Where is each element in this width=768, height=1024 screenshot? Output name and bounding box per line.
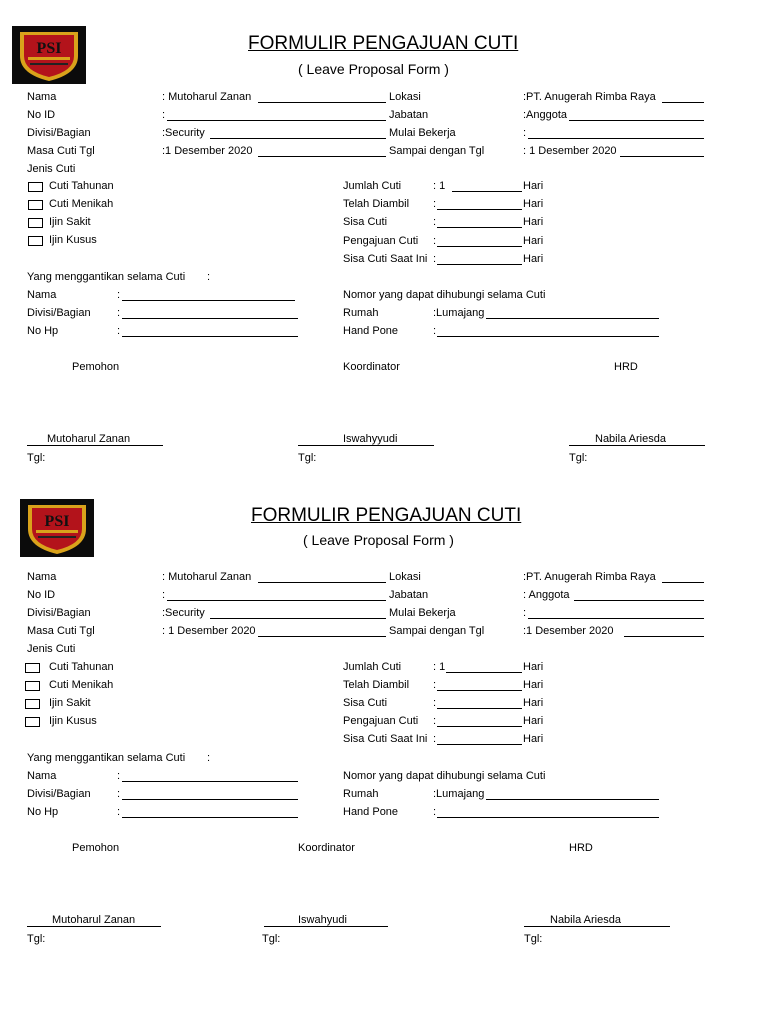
sisa-cuti-value: : [433, 216, 437, 228]
lokasi-label: Lokasi [389, 91, 421, 103]
replacement-divisi-label: Divisi/Bagian [27, 307, 91, 319]
rumah-line [486, 318, 659, 319]
telah-diambil-unit: Hari [523, 198, 544, 210]
jenis-cuti-label: Jenis Cuti [27, 643, 76, 655]
divisi-value: :Security [162, 607, 205, 619]
role-pemohon: Pemohon [72, 361, 120, 373]
handpone-label: Hand Pone [343, 806, 399, 818]
form-subtitle: ( Leave Proposal Form ) [298, 61, 449, 77]
cuti-menikah-label: Cuti Menikah [49, 198, 114, 210]
role-pemohon: Pemohon [72, 842, 120, 854]
lokasi-value: :PT. Anugerah Rimba Raya [523, 91, 656, 103]
pengajuan-cuti-line [437, 726, 522, 727]
tgl-koordinator: Tgl: [298, 452, 317, 464]
contact-label: Nomor yang dapat dihubungi selama Cuti [343, 289, 546, 301]
jumlah-cuti-unit: Hari [523, 661, 544, 673]
handpone-label: Hand Pone [343, 325, 399, 337]
ijin-kusus-label: Ijin Kusus [49, 234, 97, 246]
pengajuan-cuti-label: Pengajuan Cuti [343, 715, 419, 727]
telah-diambil-line [437, 209, 522, 210]
sisa-cuti-value: : [433, 697, 437, 709]
lokasi-line [662, 582, 704, 583]
mulai-label: Mulai Bekerja [389, 607, 456, 619]
company-logo [12, 26, 86, 84]
jumlah-cuti-unit: Hari [523, 180, 544, 192]
masa-line [258, 636, 386, 637]
sisa-cuti-line [437, 227, 522, 228]
rumah-label: Rumah [343, 788, 379, 800]
replacement-nama-value: : [117, 289, 121, 301]
divisi-value: :Security [162, 127, 205, 139]
replacement-nama-label: Nama [27, 770, 57, 782]
mulai-line [528, 618, 704, 619]
handpone-line [437, 817, 659, 818]
replacement-colon: : [207, 271, 211, 283]
masa-value: : 1 Desember 2020 [162, 625, 256, 637]
contact-label: Nomor yang dapat dihubungi selama Cuti [343, 770, 546, 782]
jenis-cuti-label: Jenis Cuti [27, 163, 76, 175]
sampai-line [620, 156, 704, 157]
rumah-label: Rumah [343, 307, 379, 319]
mulai-value: : [523, 607, 527, 619]
signature-name-hrd: Nabila Ariesda [550, 914, 621, 926]
signature-line-pemohon [27, 926, 161, 927]
sisa-cuti-saat-ini-unit: Hari [523, 253, 544, 265]
jumlah-cuti-label: Jumlah Cuti [343, 180, 402, 192]
rumah-value: :Lumajang [433, 788, 485, 800]
noid-label: No ID [27, 109, 56, 121]
replacement-colon: : [207, 752, 211, 764]
sisa-cuti-saat-ini-value: : [433, 733, 437, 745]
replacement-nohp-label: No Hp [27, 806, 59, 818]
handpone-value: : [433, 806, 437, 818]
svg-text:PSI: PSI [36, 40, 62, 57]
telah-diambil-label: Telah Diambil [343, 679, 410, 691]
tgl-koordinator: Tgl: [262, 933, 281, 945]
sampai-value: :1 Desember 2020 [523, 625, 614, 637]
sampai-value: : 1 Desember 2020 [523, 145, 617, 157]
ijin-sakit-label: Ijin Sakit [49, 216, 91, 228]
telah-diambil-unit: Hari [523, 679, 544, 691]
pengajuan-cuti-line [437, 246, 522, 247]
sisa-cuti-saat-ini-label: Sisa Cuti Saat Ini [343, 733, 428, 745]
replacement-nohp-value: : [117, 806, 121, 818]
jumlah-cuti-line [446, 672, 522, 673]
sisa-cuti-unit: Hari [523, 697, 544, 709]
handpone-value: : [433, 325, 437, 337]
sisa-cuti-saat-ini-line [437, 264, 522, 265]
rumah-line [486, 799, 659, 800]
divisi-line [210, 138, 386, 139]
jabatan-value: : Anggota [523, 589, 570, 601]
jabatan-line [574, 600, 704, 601]
signature-line-hrd [524, 926, 670, 927]
noid-line [167, 120, 386, 121]
signature-line-pemohon [27, 445, 163, 446]
replacement-nohp-label: No Hp [27, 325, 59, 337]
sisa-cuti-line [437, 708, 522, 709]
divisi-line [210, 618, 386, 619]
nama-label: Nama [27, 571, 57, 583]
role-koordinator: Koordinator [343, 361, 400, 373]
ijin-sakit-label: Ijin Sakit [49, 697, 91, 709]
sisa-cuti-saat-ini-line [437, 744, 522, 745]
masa-value: :1 Desember 2020 [162, 145, 253, 157]
signature-line-koordinator [264, 926, 388, 927]
telah-diambil-line [437, 690, 522, 691]
pengajuan-cuti-unit: Hari [523, 235, 544, 247]
cuti-tahunan-label: Cuti Tahunan [49, 661, 114, 673]
cuti-tahunan-checkbox[interactable] [28, 182, 43, 192]
form-title: FORMULIR PENGAJUAN CUTI [248, 33, 519, 54]
signature-line-koordinator [298, 445, 434, 446]
cuti-menikah-label: Cuti Menikah [49, 679, 114, 691]
telah-diambil-label: Telah Diambil [343, 198, 410, 210]
ijin-kusus-label: Ijin Kusus [49, 715, 97, 727]
masa-label: Masa Cuti Tgl [27, 145, 95, 157]
ijin-kusus-checkbox[interactable] [25, 717, 40, 727]
replacement-nohp-value: : [117, 325, 121, 337]
replacement-divisi-line [122, 318, 298, 319]
nama-label: Nama [27, 91, 57, 103]
telah-diambil-value: : [433, 679, 437, 691]
replacement-nama-line [122, 781, 298, 782]
jabatan-label: Jabatan [389, 589, 429, 601]
nama-value: : Mutoharul Zanan [162, 571, 252, 583]
replacement-label: Yang menggantikan selama Cuti [27, 752, 186, 764]
sampai-label: Sampai dengan Tgl [389, 625, 485, 637]
replacement-nohp-line [122, 817, 298, 818]
tgl-hrd: Tgl: [524, 933, 543, 945]
lokasi-line [662, 102, 704, 103]
sisa-cuti-unit: Hari [523, 216, 544, 228]
form-subtitle: ( Leave Proposal Form ) [303, 532, 454, 548]
signature-line-hrd [569, 445, 705, 446]
jabatan-label: Jabatan [389, 109, 429, 121]
jabatan-line [569, 120, 704, 121]
jabatan-value: :Anggota [523, 109, 568, 121]
nama-line [258, 582, 386, 583]
sisa-cuti-label: Sisa Cuti [343, 216, 388, 228]
divisi-label: Divisi/Bagian [27, 127, 91, 139]
tgl-hrd: Tgl: [569, 452, 588, 464]
replacement-divisi-value: : [117, 307, 121, 319]
ijin-kusus-checkbox[interactable] [28, 236, 43, 246]
replacement-nohp-line [122, 336, 298, 337]
pengajuan-cuti-value: : [433, 715, 437, 727]
replacement-label: Yang menggantikan selama Cuti [27, 271, 186, 283]
ijin-sakit-checkbox[interactable] [25, 699, 40, 709]
replacement-nama-value: : [117, 770, 121, 782]
pengajuan-cuti-unit: Hari [523, 715, 544, 727]
mulai-label: Mulai Bekerja [389, 127, 456, 139]
cuti-tahunan-label: Cuti Tahunan [49, 180, 114, 192]
jumlah-cuti-value: : 1 [433, 661, 446, 673]
rumah-value: :Lumajang [433, 307, 485, 319]
ijin-sakit-checkbox[interactable] [28, 218, 43, 228]
divisi-label: Divisi/Bagian [27, 607, 91, 619]
nama-value: : Mutoharul Zanan [162, 91, 252, 103]
signature-name-pemohon: Mutoharul Zanan [47, 433, 131, 445]
replacement-nama-line [122, 300, 295, 301]
cuti-menikah-checkbox[interactable] [28, 200, 43, 210]
jumlah-cuti-label: Jumlah Cuti [343, 661, 402, 673]
noid-value: : [162, 109, 166, 121]
replacement-divisi-value: : [117, 788, 121, 800]
role-hrd: HRD [614, 361, 638, 373]
role-koordinator: Koordinator [298, 842, 355, 854]
replacement-divisi-label: Divisi/Bagian [27, 788, 91, 800]
jumlah-cuti-value: : 1 [433, 180, 446, 192]
mulai-value: : [523, 127, 527, 139]
company-logo [20, 499, 94, 557]
signature-name-koordinator: Iswahyudi [298, 914, 347, 926]
lokasi-value: :PT. Anugerah Rimba Raya [523, 571, 656, 583]
cuti-tahunan-checkbox[interactable] [25, 663, 40, 673]
tgl-pemohon: Tgl: [27, 933, 46, 945]
noid-value: : [162, 589, 166, 601]
signature-name-koordinator: Iswahyyudi [343, 433, 398, 445]
masa-label: Masa Cuti Tgl [27, 625, 95, 637]
telah-diambil-value: : [433, 198, 437, 210]
pengajuan-cuti-value: : [433, 235, 437, 247]
sisa-cuti-saat-ini-unit: Hari [523, 733, 544, 745]
signature-name-hrd: Nabila Ariesda [595, 433, 666, 445]
pengajuan-cuti-label: Pengajuan Cuti [343, 235, 419, 247]
sampai-label: Sampai dengan Tgl [389, 145, 485, 157]
mulai-line [528, 138, 704, 139]
nama-line [258, 102, 386, 103]
noid-line [167, 600, 386, 601]
handpone-line [437, 336, 659, 337]
sampai-line [624, 636, 704, 637]
tgl-pemohon: Tgl: [27, 452, 46, 464]
noid-label: No ID [27, 589, 56, 601]
replacement-divisi-line [122, 799, 298, 800]
cuti-menikah-checkbox[interactable] [25, 681, 40, 691]
sisa-cuti-label: Sisa Cuti [343, 697, 388, 709]
lokasi-label: Lokasi [389, 571, 421, 583]
jumlah-cuti-line [452, 191, 522, 192]
svg-text:PSI: PSI [44, 513, 70, 530]
masa-line [258, 156, 386, 157]
replacement-nama-label: Nama [27, 289, 57, 301]
form-title: FORMULIR PENGAJUAN CUTI [251, 505, 522, 526]
signature-name-pemohon: Mutoharul Zanan [52, 914, 136, 926]
sisa-cuti-saat-ini-label: Sisa Cuti Saat Ini [343, 253, 428, 265]
role-hrd: HRD [569, 842, 593, 854]
sisa-cuti-saat-ini-value: : [433, 253, 437, 265]
